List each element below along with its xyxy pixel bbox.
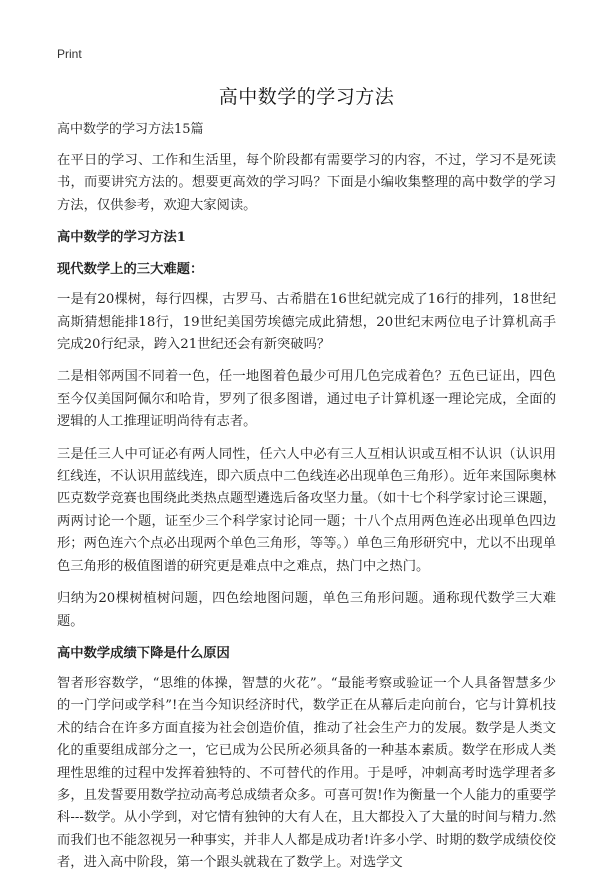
paragraph-problem-1: 一是有20棵树，每行四棵，古罗马、古希腊在16世纪就完成了16行的排列，18世纪高斯猜想能排18行，19世纪美国劳埃德完成此猜想，20世纪末两位电子计算机高手完成20行纪录，跨入21世纪还会有新突破吗？ — [57, 292, 556, 353]
document-subtitle: 高中数学的学习方法15篇 — [57, 122, 204, 137]
paragraph-problem-2: 二是相邻两国不同着一色，任一地图着色最少可用几色完成着色？五色已证出，四色至今仅美国阿佩尔和哈肯，罗列了很多图谱，通过电子计算机逐一理论完成，全面的逻辑的人工推理证明尚待有志者。 — [57, 369, 556, 430]
section-subheading-1: 现代数学上的三大难题： — [57, 262, 204, 278]
page-title: 高中数学的学习方法 — [218, 86, 395, 108]
intro-paragraph: 在平日的学习、工作和生活里，每个阶段都有需要学习的内容，不过，学习不是死读书，而要讲究方法的。想要更高效的学习吗？下面是小编收集整理的高中数学的学习方法，仅供参考，欢迎大家阅读。 — [57, 153, 556, 213]
print-link[interactable]: Print — [57, 47, 82, 61]
section-heading-2: 高中数学成绩下降是什么原因 — [57, 645, 230, 661]
paragraph-problem-3: 三是任三人中可证必有两人同性，任六人中必有三人互相认识或互相不认识（认识用红线连，不认识用蓝线连，即六质点中二色线连必出现单色三角形）。近年来国际奥林匹克数学竞赛也围绕此类热点题型遴选后备攻坚力量。（如十七个科学家讨论三课题，两两讨论一个题，证至少三个科学家讨论同一题；十八个点用两色连必出现单色四边形；两色连六个点必出现两个单色三角形，等等。）单色三角形研究中，尤以不出现单色三角形的极值图谱的研究更是难点中之难点，热门中之热门。 — [57, 446, 556, 574]
section-heading-1: 高中数学的学习方法1 — [57, 230, 186, 246]
paragraph-summary: 归纳为20棵树植树问题，四色绘地图问题，单色三角形问题。通称现代数学三大难题。 — [57, 591, 556, 629]
paragraph-reasons: 智者形容数学，“思维的体操，智慧的火花”。“最能考察或验证一个人具备智慧多少的一门学问或学科”!在当今知识经济时代，数学正在从幕后走向前台，它与计算机技术的结合在许多方面直接为社会创造价值，推动了社会生产力的发展。数学是人类文化的重要组成部分之一，它已成为公民所必须具备的一种基本素质。数学在形成人类理性思维的过程中发挥着独特的、不可替代的作用。于是呼，冲刺高考时选学理者多多，且发誓要用数学拉动高考总成绩者众多。可喜可贺!作为衡量一个人能力的重要学科---数学。从小学到，对它情有独钟的大有人在，且大都投入了大量的时间与精力.然而我们也不能忽视另一种事实，并非人人都是成功者!许多小学、时期的数学成绩佼佼者，进入高中阶段，第一个跟头就栽在了数学上。对选学文 — [57, 675, 556, 871]
